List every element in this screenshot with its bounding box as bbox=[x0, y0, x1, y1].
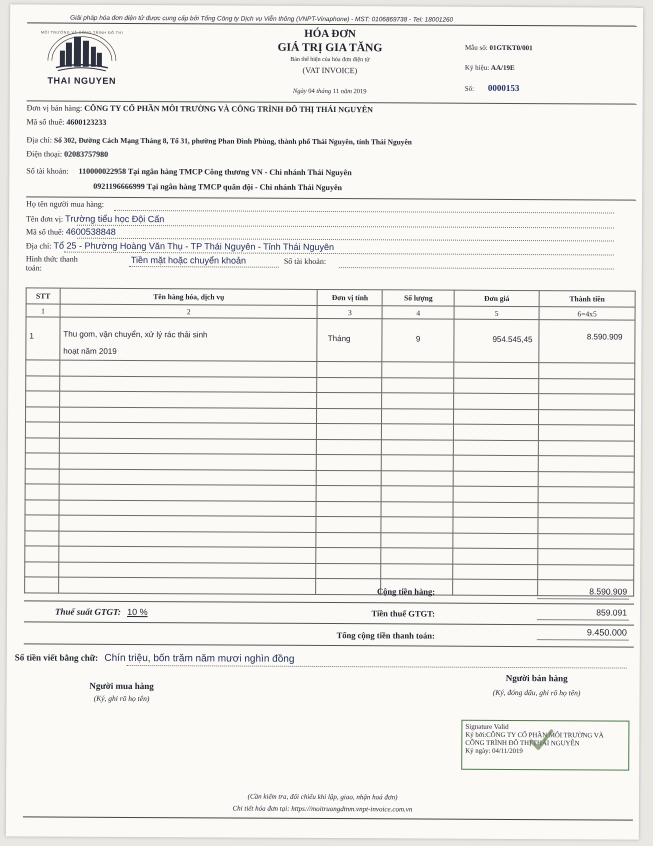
header-price: Đơn giá bbox=[454, 290, 539, 306]
seller-bank-2: 0921196666999 Tại ngân hàng TMCP quân đội - Chi nhánh Thái Nguyên bbox=[93, 181, 343, 193]
buyer-unit-dots bbox=[77, 225, 614, 229]
buyer-account-label: Số tài khoản: bbox=[283, 256, 327, 267]
payment-label-1: Hình thức thanh bbox=[25, 254, 78, 264]
index-2: 2 bbox=[60, 304, 317, 318]
company-logo bbox=[36, 26, 128, 88]
total-underline bbox=[537, 639, 629, 640]
header-stt: STT bbox=[26, 288, 60, 304]
amount-in-words bbox=[15, 652, 295, 664]
row-qty: 9 bbox=[382, 319, 454, 362]
seller-name-label: Đơn vị bán hàng: bbox=[26, 103, 83, 113]
invoice-title-vat: GIÁ TRỊ GIA TĂNG bbox=[277, 41, 383, 55]
seller-address bbox=[26, 135, 411, 146]
buyer-unit-value: Trường tiểu học Đội Cấn bbox=[65, 213, 165, 225]
number-label: Số: bbox=[464, 84, 475, 93]
seller-tax-label: Mã số thuế: bbox=[26, 117, 65, 127]
logo-text: THAI NGUYEN bbox=[47, 75, 117, 86]
account-dots bbox=[339, 267, 614, 269]
invoice-title: HÓA ĐƠN bbox=[304, 27, 356, 41]
index-3: 3 bbox=[317, 305, 382, 318]
row-unit: Tháng bbox=[317, 318, 382, 361]
row-name-line-2: hoạt năm 2019 bbox=[63, 346, 117, 356]
date-year-label: năm bbox=[340, 88, 352, 96]
items-table bbox=[24, 287, 636, 596]
series-value: AA/19E bbox=[490, 63, 515, 72]
total-value: 9.450.000 bbox=[586, 627, 627, 638]
invoice-vat-label: (VAT INVOICE) bbox=[302, 65, 358, 76]
buyer-person-dots bbox=[114, 210, 614, 214]
words-value: Chín triệu, bốn trăm năm mươi nghìn đồng bbox=[104, 652, 295, 665]
signature-valid-title: Signature Valid bbox=[465, 722, 509, 731]
date-year: 2019 bbox=[353, 88, 367, 96]
seller-tax bbox=[27, 117, 107, 126]
buyer-tax-value: 4600538848 bbox=[65, 226, 116, 237]
row-amount: 8.590.909 bbox=[539, 320, 635, 364]
buyer-address-label: Địa chỉ: bbox=[25, 241, 52, 251]
date-prefix: Ngày bbox=[292, 87, 307, 95]
seller-bank-1: 110000022958 Tại ngân hàng TMCP Công thương VN - Chi nhánh Thái Nguyên bbox=[78, 166, 352, 178]
seller-address-label: Địa chỉ: bbox=[26, 135, 53, 145]
provider-note: Giải pháp hóa đơn điện tử được cung cấp bởi Tổng Công ty Dịch vụ Viễn thông (VNPT-Vinaphone) - MST: 0106869738 - Tel: 18001260 bbox=[70, 14, 454, 24]
index-6: 6=4x5 bbox=[539, 307, 635, 321]
vat-value: 859.091 bbox=[596, 607, 628, 618]
buyer-unit bbox=[26, 213, 164, 224]
header-qty: Số lượng bbox=[382, 290, 454, 306]
payment-label-2: toán: bbox=[25, 263, 42, 273]
number-value: 0000153 bbox=[487, 82, 520, 94]
payment-dots bbox=[129, 266, 279, 268]
signature-signer-1: Ký bởi:CÔNG TY CỔ PHẦN MÔI TRƯỜNG VÀ bbox=[465, 731, 604, 740]
buyer-sign-note: (Ký, ghi rõ họ tên) bbox=[93, 693, 150, 704]
row-name bbox=[60, 317, 318, 361]
seller-bank-label: Số tài khoản: bbox=[26, 166, 69, 176]
form-label: Mẫu số: bbox=[464, 43, 488, 52]
words-label: Số tiền viết bằng chữ: bbox=[14, 652, 99, 663]
date-month: 11 bbox=[332, 88, 340, 96]
seller-name-value: CÔNG TY CỔ PHẦN MÔI TRƯỜNG VÀ CÔNG TRÌNH ĐÔ THỊ THÁI NGUYÊN bbox=[84, 103, 374, 115]
totals-rule-3 bbox=[24, 643, 634, 647]
invoice-subtitle: Bản thể hiện của hóa đơn điện tử bbox=[290, 56, 370, 64]
index-4: 4 bbox=[382, 306, 454, 319]
checkmark-icon bbox=[528, 727, 554, 753]
subtotal-value: 8.590.909 bbox=[589, 586, 628, 597]
buyer-tax-label: Mã số thuế: bbox=[25, 227, 64, 237]
buyer-sign-title: Người mua hàng bbox=[89, 680, 154, 692]
vat-underline bbox=[537, 619, 629, 620]
buyer-person bbox=[26, 199, 104, 208]
index-5: 5 bbox=[454, 306, 539, 319]
seller-rule bbox=[26, 196, 636, 200]
buyer-tax bbox=[26, 226, 116, 236]
subtotal-label: Cộng tiền hàng: bbox=[376, 586, 436, 597]
row-stt: 1 bbox=[26, 317, 60, 360]
seller-address-value: Số 302, Đường Cách Mạng Tháng 8, Tổ 31, phường Phan Đình Phùng, thành phố Thái Nguyên, tỉnh Thái Nguyên bbox=[53, 135, 412, 147]
invoice-paper bbox=[6, 4, 643, 839]
totals-rule-2 bbox=[24, 621, 634, 625]
totals-rule-1 bbox=[24, 600, 634, 604]
row-name-line-1: Thu gom, vận chuyển, xử lý rác thải sinh bbox=[63, 329, 208, 340]
words-dots bbox=[127, 665, 627, 669]
index-1: 1 bbox=[26, 304, 60, 317]
invoice-number bbox=[465, 83, 520, 93]
vat-label: Tiền thuế GTGT: bbox=[371, 608, 436, 619]
date-month-label: tháng bbox=[316, 87, 332, 96]
table-row bbox=[26, 317, 635, 363]
seller-tax-value: 4600123233 bbox=[66, 117, 107, 127]
buyer-unit-label: Tên đơn vị: bbox=[26, 214, 64, 224]
form-value: 01GTKT0/001 bbox=[489, 43, 533, 53]
signature-date: Ký ngày: 04/11/2019 bbox=[465, 747, 523, 756]
seller-phone-value: 02083757980 bbox=[64, 149, 109, 159]
footer-note: (Cần kiểm tra, đối chiếu khi lập, giao, nhận hoá đơn) bbox=[247, 792, 398, 802]
seller-phone bbox=[26, 149, 108, 158]
seller-name bbox=[27, 103, 373, 114]
form-number bbox=[465, 44, 533, 52]
bottom-rule bbox=[23, 816, 633, 820]
vat-rate bbox=[55, 607, 148, 617]
seller-sign-title: Người bán hàng bbox=[505, 672, 568, 684]
vat-rate-label: Thuế suất GTGT: bbox=[54, 606, 121, 617]
signature-signer-2: CÔNG TRÌNH ĐÔ THỊ THÁI NGUYÊN bbox=[465, 739, 580, 748]
series bbox=[465, 64, 515, 72]
header-unit: Đơn vị tính bbox=[317, 289, 382, 305]
row-price: 954.545,45 bbox=[454, 319, 539, 362]
seller-bank bbox=[26, 166, 351, 177]
seller-sign-note: (Ký, đóng dấu, ghi rõ họ tên) bbox=[492, 687, 581, 698]
footer-link[interactable]: Chi tiết hóa đơn tại: https://moitruongdtnm.vnpt-invoice.com.vn bbox=[232, 804, 413, 814]
subtotal-underline bbox=[537, 598, 629, 599]
header-amount: Thành tiền bbox=[539, 291, 635, 308]
series-label: Ký hiệu: bbox=[464, 63, 490, 72]
payment-value: Tiền mặt hoặc chuyển khoản bbox=[130, 254, 247, 266]
logo-ring-text: MÔI TRƯỜNG VÀ CÔNG TRÌNH ĐÔ THỊ bbox=[40, 30, 124, 35]
vat-rate-value: 10 % bbox=[127, 606, 148, 618]
signature-valid-box bbox=[461, 720, 629, 771]
buyer-person-label: Họ tên người mua hàng: bbox=[26, 199, 105, 209]
buyer-address-value: Tổ 25 - Phường Hoàng Văn Thụ - TP Thái Nguyên - Tỉnh Thái Nguyên bbox=[53, 240, 335, 253]
invoice-date bbox=[250, 88, 410, 96]
payment-label bbox=[26, 254, 78, 272]
total-label: Tổng cộng tiền thanh toán: bbox=[336, 630, 435, 641]
buyer-address bbox=[26, 240, 334, 252]
date-day: 04 bbox=[308, 87, 315, 95]
header-name: Tên hàng hóa, dịch vụ bbox=[60, 288, 318, 305]
seller-phone-label: Điện thoại: bbox=[26, 149, 63, 159]
